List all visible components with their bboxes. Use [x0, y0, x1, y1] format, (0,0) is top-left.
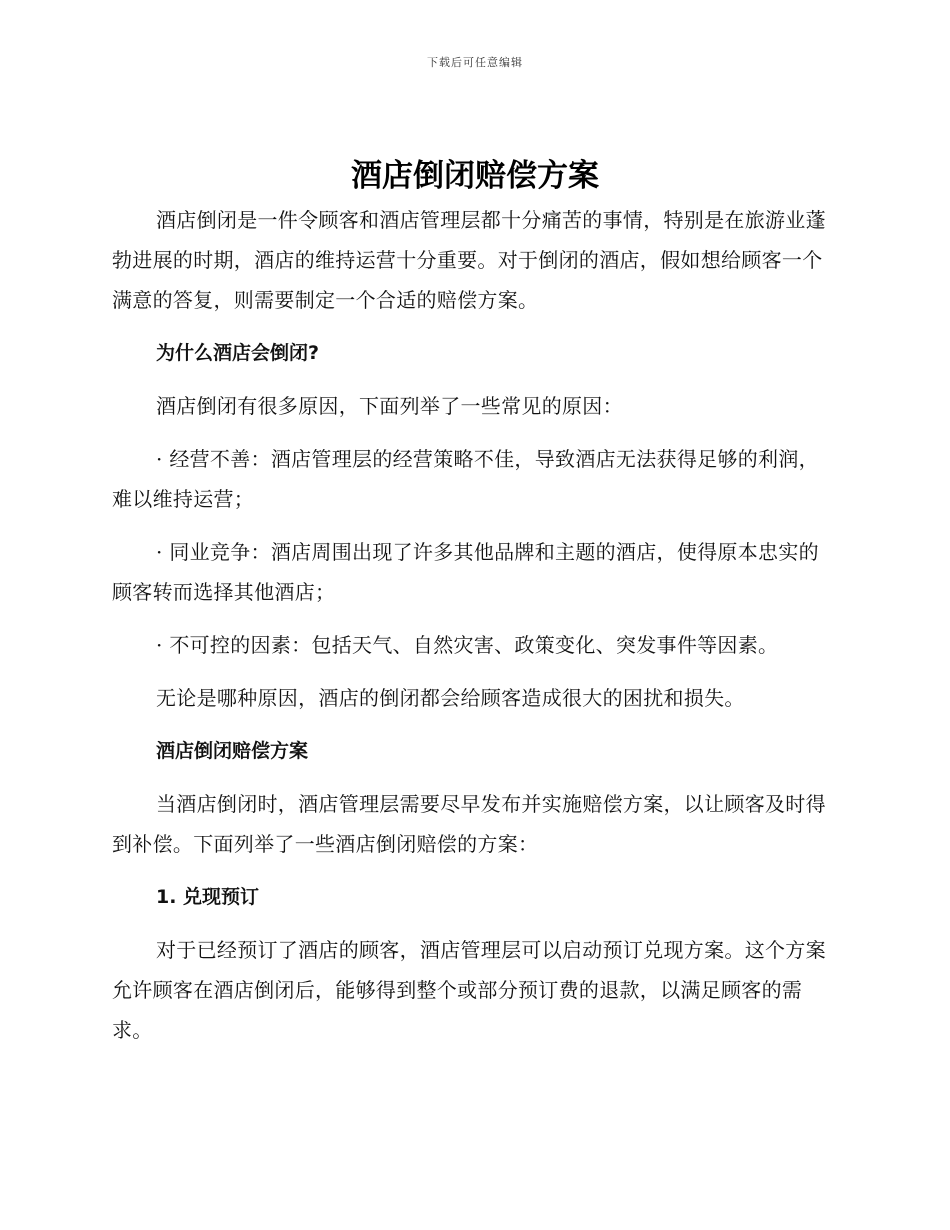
- header-note: 下载后可任意编辑: [427, 56, 523, 69]
- why-intro-paragraph: 酒店倒闭有很多原因，下面列举了一些常见的原因：: [156, 394, 623, 418]
- document-body: [112, 200, 834, 1063]
- intro-paragraph: 酒店倒闭是一件令顾客和酒店管理层都十分痛苦的事情，特别是在旅游业蓬勃进展的时期，酒店的维持运营十分重要。对于倒闭的酒店，假如想给顾客一个满意的答复，则需要制定一个合适的赔偿方案。: [112, 208, 826, 312]
- document-title: 酒店倒闭赔偿方案: [351, 158, 599, 194]
- section-heading-plan: 酒店倒闭赔偿方案: [156, 740, 309, 762]
- section-heading-why: 为什么酒店会倒闭?: [156, 342, 320, 364]
- subsection-heading-booking: 1. 兑现预订: [156, 886, 260, 908]
- why-conclusion-paragraph: 无论是哪种原因，酒店的倒闭都会给顾客造成很大的困扰和损失。: [156, 686, 745, 710]
- reason-list-item: · 同业竞争：酒店周围出现了许多其他品牌和主题的酒店，使得原本忠实的顾客转而选择其他酒店；: [112, 540, 819, 604]
- booking-paragraph: 对于已经预订了酒店的顾客，酒店管理层可以启动预订兑现方案。这个方案允许顾客在酒店倒闭后，能够得到整个或部分预订费的退款，以满足顾客的需求。: [112, 938, 826, 1042]
- reason-list-item: · 经营不善：酒店管理层的经营策略不佳，导致酒店无法获得足够的利润，难以维持运营；: [112, 447, 819, 511]
- reason-list-item: · 不可控的因素：包括天气、自然灾害、政策变化、突发事件等因素。: [156, 633, 779, 657]
- plan-intro-paragraph: 当酒店倒闭时，酒店管理层需要尽早发布并实施赔偿方案，以让顾客及时得到补偿。下面列举了一些酒店倒闭赔偿的方案：: [112, 792, 826, 856]
